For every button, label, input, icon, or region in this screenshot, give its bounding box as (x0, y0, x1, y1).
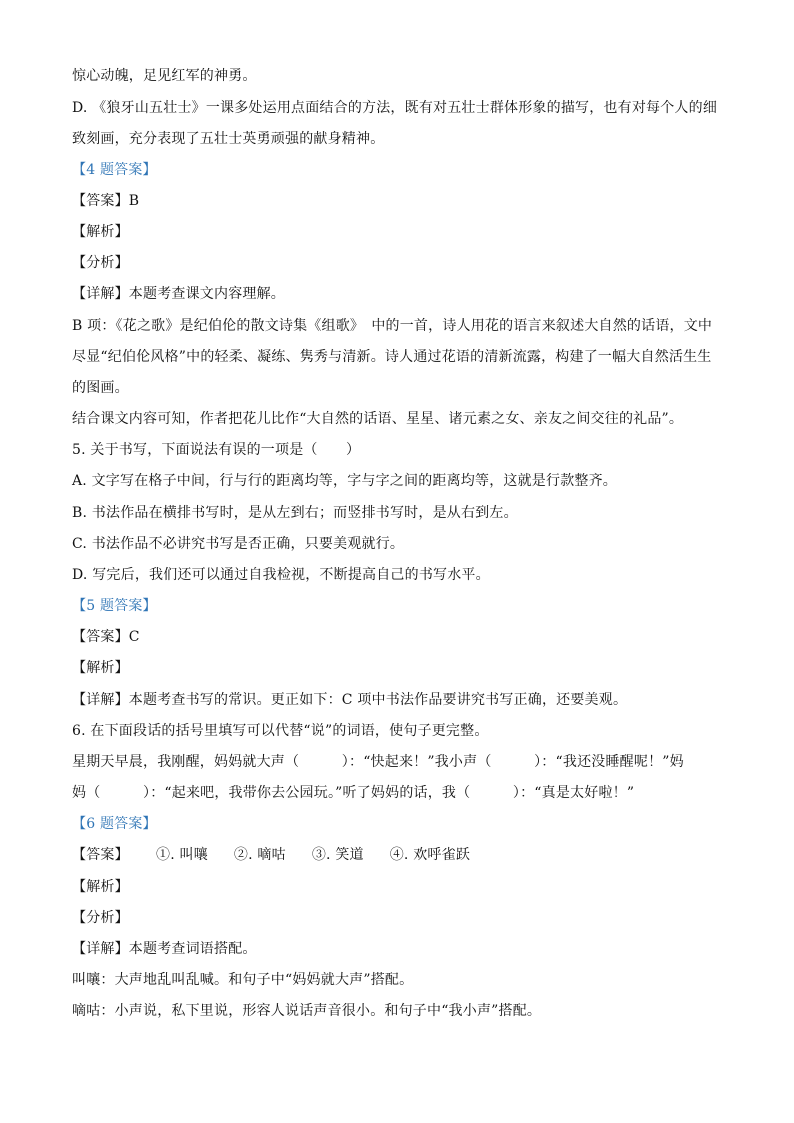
option-d: D. 写完后，我们还可以通过自我检视，不断提高自己的书写水平。 (72, 567, 490, 583)
answer-heading-q6: 【6 题答案】 (72, 816, 157, 832)
text-line: B 项：《花之歌》是纪伯伦的散文诗集《组歌》 中的一首，诗人用花的语言来叙述大自然的话语，文中 (72, 318, 713, 334)
text-line: 叫嚷：大声地乱叫乱喊。和句子中“妈妈就大声”搭配。 (72, 972, 414, 988)
option-d-line: D. 《狼牙山五壮士》一课多处运用点面结合的方法，既有对五壮士群体形象的描写，也有对每个人的细 (72, 100, 718, 116)
text-line: 的图画。 (72, 380, 129, 396)
text-line: 星期天早晨，我刚醒，妈妈就大声（ ）：“快起来！”我小声（ ）：“我还没睡醒呢！”妈 (72, 754, 684, 770)
text-line: 致刻画，充分表现了五壮士英勇顽强的献身精神。 (72, 131, 385, 147)
answer-option-2: ②. 嘀咕 (233, 847, 286, 863)
answer-heading-q4: 【4 题答案】 (72, 162, 157, 178)
text-line: 结合课文内容可知，作者把花儿比作“大自然的话语、星星、诸元素之女、亲友之间交往的礼品”。 (72, 411, 684, 427)
answer-options-line (72, 845, 722, 865)
answer-option-3: ③. 笑道 (311, 847, 364, 863)
detail-line: 【详解】本题考查书写的常识。更正如下：C 项中书法作品要讲究书写正确，还要美观。 (72, 692, 628, 708)
analysis-sub-label: 【分析】 (72, 255, 129, 271)
analysis-sub-label: 【分析】 (72, 910, 129, 926)
question-5: 5. 关于书写，下面说法有误的一项是（ ） (72, 442, 361, 458)
text-line: 尽显“纪伯伦风格”中的轻柔、凝练、隽秀与清新。诗人通过花语的清新流露，构建了一幅大自然活生生 (72, 349, 712, 365)
analysis-label: 【解析】 (72, 224, 129, 240)
detail-line: 【详解】本题考查课文内容理解。 (72, 286, 285, 302)
answer-option-4: ④. 欢呼雀跃 (389, 847, 471, 863)
text-line: 惊心动魄，足见红军的神勇。 (72, 68, 257, 84)
option-a: A. 文字写在格子中间，行与行的距离均等，字与字之间的距离均等，这就是行款整齐。 (72, 473, 618, 489)
detail-line: 【详解】本题考查词语搭配。 (72, 941, 257, 957)
analysis-label: 【解析】 (72, 879, 129, 895)
answer-label: 【答案】 (72, 847, 129, 863)
option-c: C. 书法作品不必讲究书写是否正确，只要美观就行。 (72, 536, 405, 552)
text-line: 嘀咕：小声说，私下里说，形容人说话声音很小。和句子中“我小声”搭配。 (72, 1003, 542, 1019)
analysis-label: 【解析】 (72, 660, 129, 676)
question-6: 6. 在下面段话的括号里填写可以代替“说”的词语，使句子更完整。 (72, 723, 489, 739)
answer-heading-q5: 【5 题答案】 (72, 598, 157, 614)
answer-line: 【答案】B (72, 193, 140, 209)
text-line: 妈（ ）：“起来吧，我带你去公园玩。”听了妈妈的话，我（ ）：“真是太好啦！” (72, 785, 635, 801)
answer-option-1: ①. 叫嚷 (156, 847, 208, 863)
answer-line: 【答案】C (72, 629, 140, 645)
option-b: B. 书法作品在横排书写时，是从左到右；而竖排书写时，是从右到左。 (72, 505, 518, 521)
